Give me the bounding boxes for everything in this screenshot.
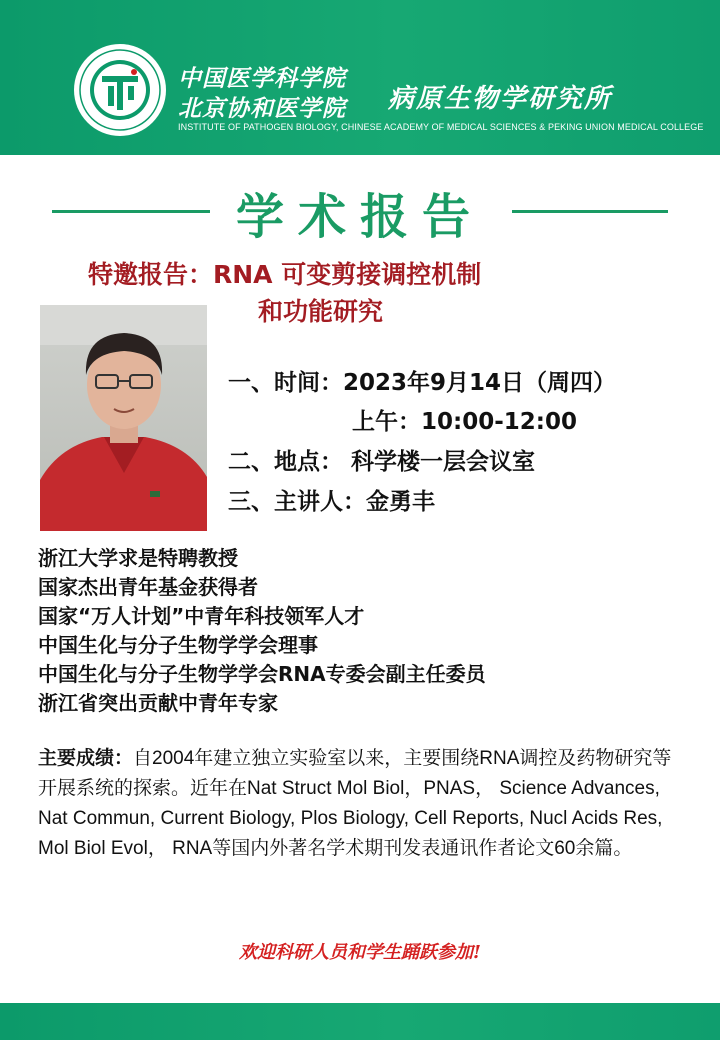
event-time-range: 上午：10:00-12:00 [352, 409, 577, 435]
welcome-message: 欢迎科研人员和学生踊跃参加! [239, 942, 481, 963]
event-time: 一、时间：2023年9月14日（周四） [228, 370, 617, 396]
achievements-label: 主要成绩： [38, 748, 134, 769]
header-banner [0, 0, 720, 155]
event-place: 二、地点： 科学楼一层会议室 [228, 449, 536, 475]
title-divider-right [512, 210, 668, 213]
topic-line-1: 特邀报告：RNA 可变剪接调控机制 [88, 260, 482, 289]
topic-line-2: 和功能研究 [258, 297, 384, 326]
institute-logo-icon [72, 42, 168, 138]
achievements-text: 自2004年建立独立实验室以来，主要围绕RNA调控及药物研究等开展系统的探索。近年在Nat Struct Mol Biol，PNAS， Science Advances, Nat Commun, Current Biology, Plos Biology, Cell Reports, Nucl Acids Res, Mol Biol Evol， RNA等国内外著名学术期刊发表通讯作者论文60余篇。 [38, 748, 672, 859]
speaker-title-item: 浙江省突出贡献中青年专家 [38, 691, 278, 715]
speaker-titles-list [38, 544, 486, 718]
institute-name-en: INSTITUTE OF PATHOGEN BIOLOGY, CHINESE ACADEMY OF MEDICAL SCIENCES & PEKING UNION MEDICAL COLLEGE [178, 122, 704, 132]
academy-name: 中国医学科学院 [178, 65, 346, 92]
institute-name-cn: 病原生物学研究所 [388, 84, 613, 114]
page-title: 学术报告 [235, 189, 484, 245]
speaker-title-item: 国家“万人计划”中青年科技领军人才 [38, 604, 365, 628]
speaker-title-item: 国家杰出青年基金获得者 [38, 575, 258, 599]
speaker-title-item: 浙江大学求是特聘教授 [38, 546, 238, 570]
speaker-photo [40, 305, 207, 531]
speaker-title-item: 中国生化与分子生物学学会理事 [38, 633, 318, 657]
speaker-title-item: 中国生化与分子生物学学会RNA专委会副主任委员 [38, 662, 486, 686]
event-speaker: 三、主讲人：金勇丰 [228, 489, 435, 515]
title-divider-left [52, 210, 210, 213]
achievements-paragraph [38, 744, 688, 864]
footer-banner [0, 1003, 720, 1040]
college-name: 北京协和医学院 [178, 95, 346, 122]
